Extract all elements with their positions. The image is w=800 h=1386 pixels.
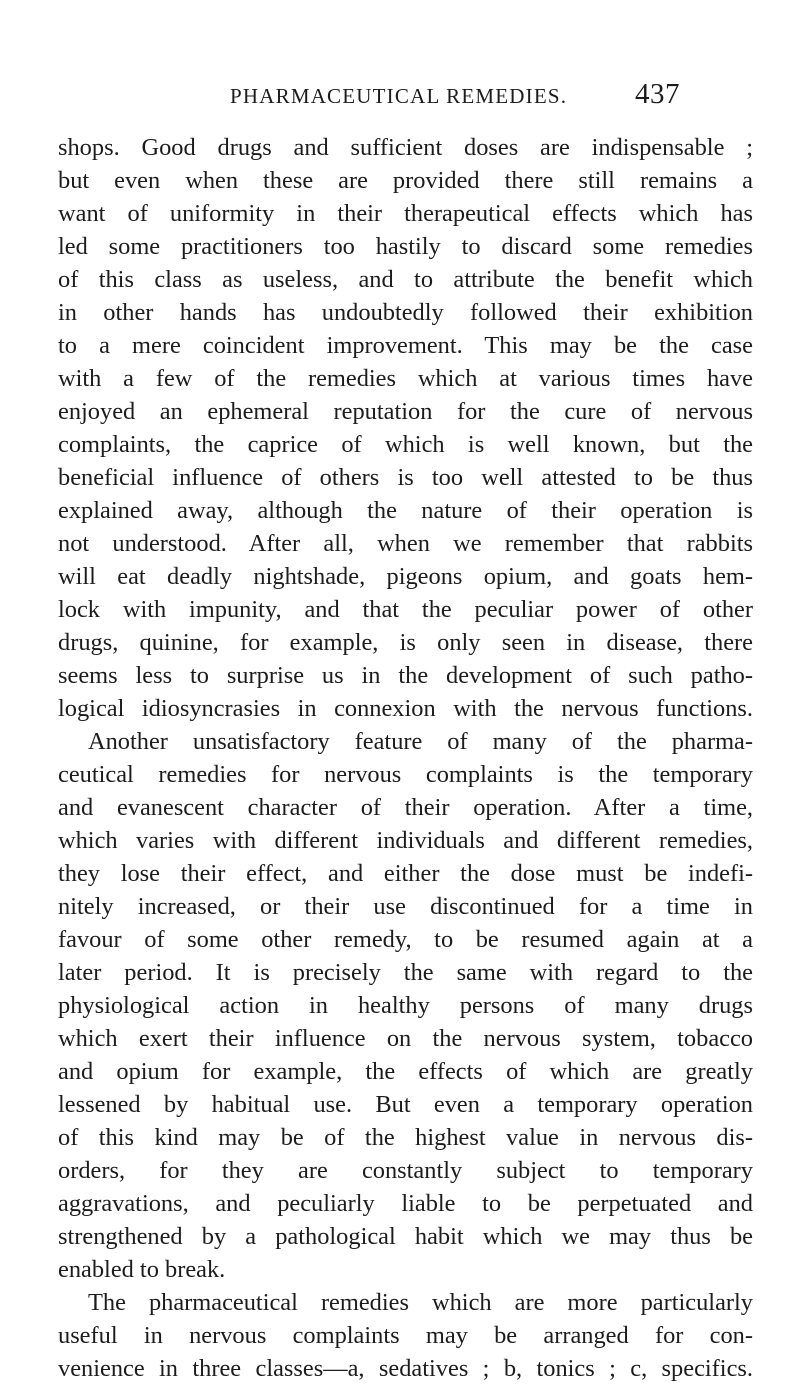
text-line: in other hands has undoubtedly followed their exhibition xyxy=(58,299,753,326)
text-line: to a mere coincident improvement. This may be the case xyxy=(58,332,753,359)
text-line: physiological action in healthy persons of many drugs xyxy=(58,992,753,1019)
text-line: later period. It is precisely the same with regard to the xyxy=(58,959,753,986)
text-line: enabled to break. xyxy=(58,1256,226,1283)
text-line: which exert their influence on the nervous system, tobacco xyxy=(58,1025,753,1052)
page-number: 437 xyxy=(635,78,680,110)
text-line: want of uniformity in their therapeutical effects which has xyxy=(58,200,753,227)
text-line: drugs, quinine, for example, is only seen in disease, there xyxy=(58,629,753,656)
text-line: logical idiosyncrasies in connexion with the nervous functions. xyxy=(58,695,753,722)
text-line: beneficial influence of others is too well attested to be thus xyxy=(58,464,753,491)
text-line: strengthened by a pathological habit which we may thus be xyxy=(58,1223,753,1250)
text-line: ceutical remedies for nervous complaints is the temporary xyxy=(58,761,753,788)
running-head xyxy=(230,74,680,114)
text-line: and evanescent character of their operation. After a time, xyxy=(58,794,753,821)
text-line: enjoyed an ephemeral reputation for the cure of nervous xyxy=(58,398,753,425)
text-line: of this kind may be of the highest value in nervous dis- xyxy=(58,1124,753,1151)
text-line: complaints, the caprice of which is well known, but the xyxy=(58,431,753,458)
text-line: and opium for example, the effects of which are greatly xyxy=(58,1058,753,1085)
text-line: aggravations, and peculiarly liable to be perpetuated and xyxy=(58,1190,753,1217)
text-line: explained away, although the nature of their operation is xyxy=(58,497,753,524)
running-title: PHARMACEUTICAL REMEDIES. xyxy=(230,84,568,108)
text-line: nitely increased, or their use discontinued for a time in xyxy=(58,893,753,920)
text-line: orders, for they are constantly subject to temporary xyxy=(58,1157,753,1184)
text-line: they lose their effect, and either the dose must be indefi- xyxy=(58,860,753,887)
text-line: led some practitioners too hastily to discard some remedies xyxy=(58,233,753,260)
text-line: lessened by habitual use. But even a temporary operation xyxy=(58,1091,753,1118)
text-line: venience in three classes—a, sedatives ; b, tonics ; c, specifics. xyxy=(58,1355,753,1382)
text-line: not understood. After all, when we remember that rabbits xyxy=(58,530,753,557)
text-line: The pharmaceutical remedies which are more particularly xyxy=(88,1289,753,1316)
text-line: of this class as useless, and to attribute the benefit which xyxy=(58,266,753,293)
text-line: lock with impunity, and that the peculiar power of other xyxy=(58,596,753,623)
text-line: seems less to surprise us in the development of such patho- xyxy=(58,662,753,689)
text-line: with a few of the remedies which at various times have xyxy=(58,365,753,392)
text-line: which varies with different individuals and different remedies, xyxy=(58,827,753,854)
text-line: shops. Good drugs and sufficient doses are indispensable ; xyxy=(58,134,753,161)
text-line: Another unsatisfactory feature of many of the pharma- xyxy=(88,728,753,755)
text-line: useful in nervous complaints may be arranged for con- xyxy=(58,1322,753,1349)
text-line: but even when these are provided there still remains a xyxy=(58,167,753,194)
text-line: will eat deadly nightshade, pigeons opium, and goats hem- xyxy=(58,563,753,590)
text-line: favour of some other remedy, to be resumed again at a xyxy=(58,926,753,953)
